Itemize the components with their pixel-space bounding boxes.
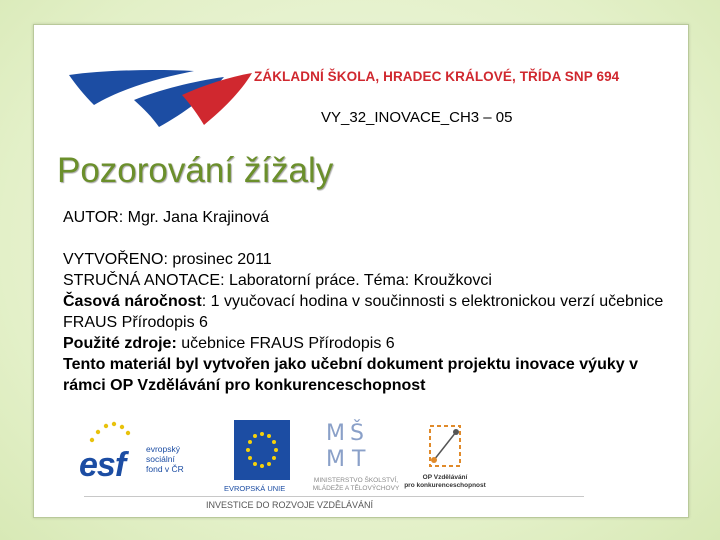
sources-label: Použité zdroje: (63, 335, 177, 352)
msmt-caption-line-2: MLÁDEŽE A TĚLOVÝCHOVY (312, 485, 400, 492)
info-block (63, 207, 678, 396)
eu-caption: EVROPSKÁ UNIE (224, 484, 286, 493)
eu-flag-icon (234, 420, 290, 480)
author-label: AUTOR (63, 209, 119, 226)
op-logo-icon (420, 418, 470, 472)
time-line (63, 291, 678, 333)
created-label: VYTVOŘENO (63, 251, 164, 268)
esf-caption-line-2: sociální (146, 454, 175, 464)
author-line (63, 207, 678, 228)
page-title: Pozorování žížaly (57, 151, 334, 190)
op-caption (400, 474, 490, 490)
created-value: : prosinec 2011 (163, 251, 272, 268)
sources-line (63, 333, 678, 354)
annotation-value: : Laboratorní práce. Téma: Kroužkovci (220, 272, 492, 289)
funding-logos (74, 414, 634, 510)
op-caption-line-2: pro konkurenceschopnost (404, 482, 486, 489)
time-label: Časová náročnost (63, 293, 202, 310)
slide (33, 24, 689, 518)
document-code: VY_32_INOVACE_CH3 – 05 (321, 109, 513, 126)
time-value: : 1 vyučovací hodina v součinnosti s elektronickou verzí učebnice FRAUS Přírodopis 6 (63, 293, 664, 331)
esf-logo-text: esf (79, 446, 126, 484)
msmt-caption-line-1: MINISTERSTVO ŠKOLSTVÍ, (313, 477, 399, 484)
logos-divider (84, 496, 584, 497)
sources-value: učebnice FRAUS Přírodopis 6 (176, 335, 395, 352)
created-line (63, 249, 678, 270)
esf-caption (146, 444, 184, 474)
esf-caption-line-3: fond v ČR (146, 464, 184, 474)
invest-caption: INVESTICE DO ROZVOJE VZDĚLÁVÁNÍ (206, 500, 374, 510)
msmt-logo-icon (322, 414, 382, 474)
project-statement: Tento materiál byl vytvořen jako učební dokument projektu inovace výuky v rámci OP Vzdělávání pro konkurenceschopnost (63, 356, 638, 394)
svg-text:M: M (326, 421, 345, 446)
svg-text:Š: Š (350, 421, 364, 446)
esf-caption-line-1: evropský (146, 444, 181, 454)
school-name: ZÁKLADNÍ ŠKOLA, HRADEC KRÁLOVÉ, TŘÍDA SNP 694 (254, 69, 620, 84)
annotation-line (63, 270, 678, 291)
svg-text:M: M (326, 447, 345, 472)
svg-text:T: T (352, 447, 366, 472)
msmt-caption (296, 477, 416, 493)
school-logo-icon (64, 65, 254, 135)
op-caption-line-1: OP Vzdělávání (422, 474, 468, 481)
author-value: : Mgr. Jana Krajinová (118, 209, 270, 226)
annotation-label: STRUČNÁ ANOTACE (63, 272, 221, 289)
